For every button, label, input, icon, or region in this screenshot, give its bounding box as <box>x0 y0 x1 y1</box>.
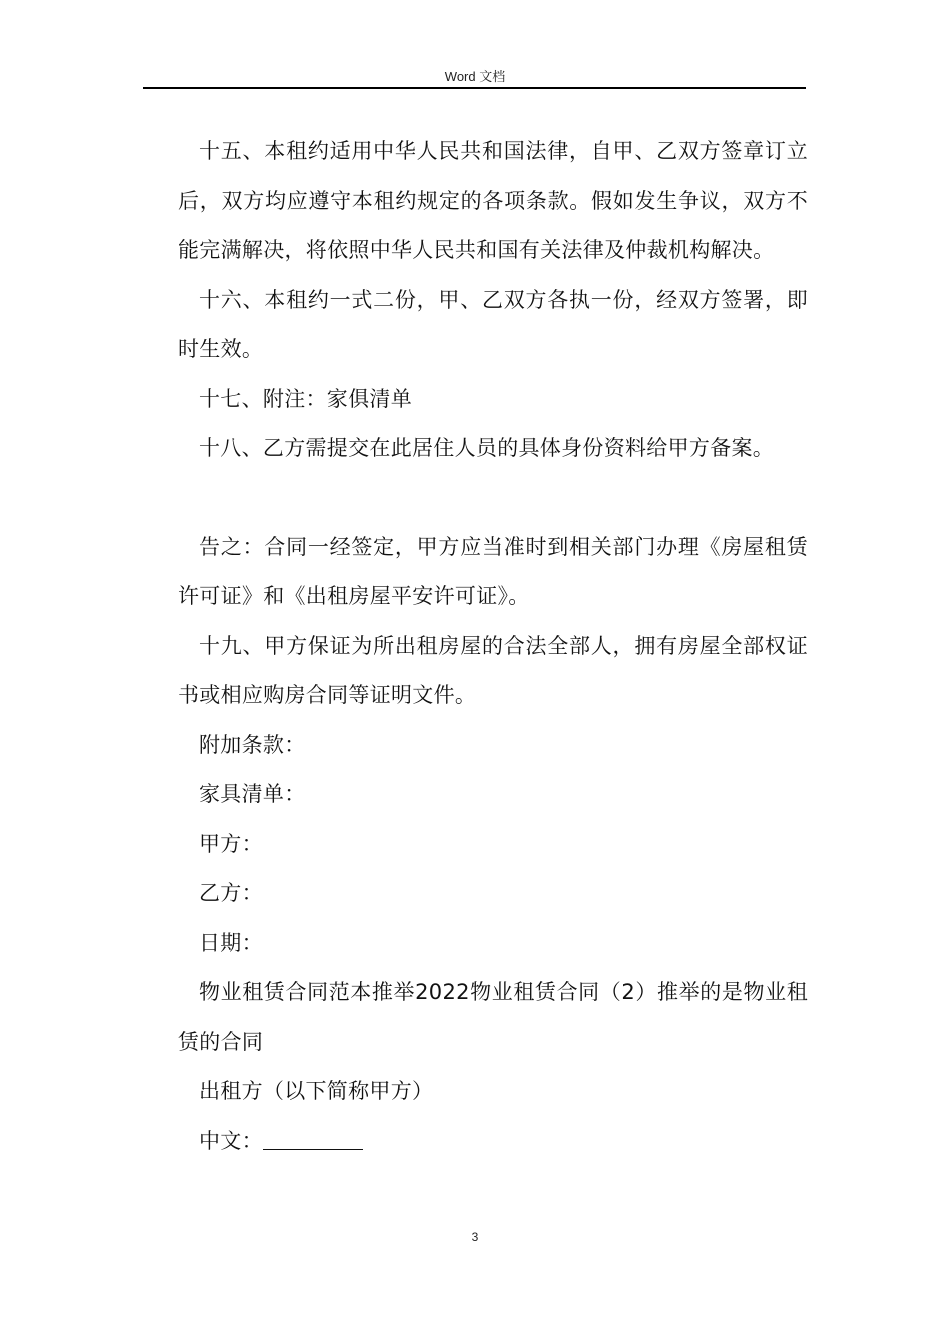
header-divider <box>143 87 806 89</box>
page-number: 3 <box>471 1230 479 1244</box>
contract-template-heading: 物业租赁合同范本推举2022物业租赁合同（2）推举的是物业租赁的合同 <box>178 980 808 1054</box>
clause-17: 十七、附注：家俱清单 <box>199 386 412 411</box>
clause-18: 十八、乙方需提交在此居住人员的具体身份资料给甲方备案。 <box>199 436 775 460</box>
notice-paragraph: 告之：合同一经签定，甲方应当准时到相关部门办理《房屋租赁许可证》和《出租房屋平安许可证》。 <box>178 534 808 608</box>
clause-15: 十五、本租约适用中华人民共和国法律，自甲、乙双方签章订立后，双方均应遵守本租约规定的各项条款。假如发生争议，双方不能完满解决，将依照中华人民共和国有关法律及仲裁机构解决。 <box>178 139 808 262</box>
furniture-list-label: 家具清单： <box>199 782 306 806</box>
document-header-title: Word 文档 <box>444 69 506 84</box>
additional-terms-label: 附加条款： <box>199 732 306 757</box>
lessor-label: 出租方（以下简称甲方） <box>199 1079 434 1103</box>
date-label: 日期： <box>199 930 263 955</box>
clause-16: 十六、本租约一式二份，甲、乙双方各执一份，经双方签署，即时生效。 <box>178 287 808 361</box>
chinese-name-line <box>178 1117 808 1167</box>
party-a-label: 甲方： <box>199 831 263 856</box>
chinese-name-label: 中文： <box>199 1128 263 1153</box>
chinese-name-blank <box>263 1125 363 1150</box>
clause-19: 十九、甲方保证为所出租房屋的合法全部人，拥有房屋全部权证书或相应购房合同等证明文件。 <box>178 633 808 707</box>
party-b-label: 乙方： <box>199 881 263 905</box>
document-body <box>178 127 808 1166</box>
